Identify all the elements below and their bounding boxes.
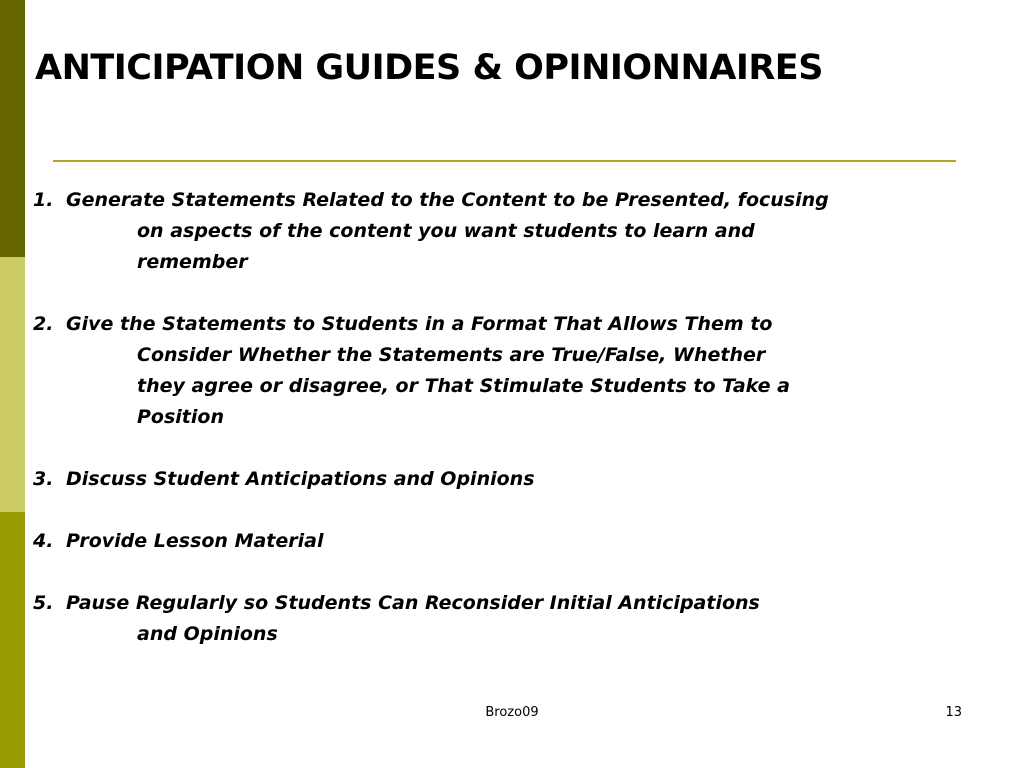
step-text: and Opinions [137,623,278,645]
slide-page-number: 13 [945,705,962,720]
step-text: Pause Regularly so Students Can Reconsider Initial Anticipations [66,592,760,614]
step-item [33,185,933,278]
footer-author: Brozo09 [485,705,539,720]
step-text: Discuss Student Anticipations and Opinions [66,468,535,490]
step-text: remember [137,251,248,273]
slide-title: ANTICIPATION GUIDES & OPINIONNAIRES [35,48,823,88]
step-item [33,464,933,495]
step-number: 5. [33,592,54,614]
accent-bar-middle-segment [0,257,25,512]
title-divider [53,160,956,162]
step-item [33,309,933,433]
step-text: Provide Lesson Material [66,530,324,552]
left-accent-bar [0,0,25,768]
step-number: 2. [33,313,54,335]
step-number: 3. [33,468,54,490]
step-text: Consider Whether the Statements are True/False, Whether [137,344,766,366]
accent-bar-bottom-segment [0,512,25,768]
step-number: 1. [33,189,54,211]
step-text: they agree or disagree, or That Stimulate Students to Take a [137,375,790,397]
accent-bar-top-segment [0,0,25,257]
steps-list [33,185,933,681]
step-number: 4. [33,530,54,552]
step-text: Position [137,406,224,428]
step-item [33,526,933,557]
step-text: Give the Statements to Students in a Format That Allows Them to [66,313,773,335]
step-item [33,588,933,650]
step-text: on aspects of the content you want students to learn and [137,220,755,242]
step-text: Generate Statements Related to the Content to be Presented, focusing [66,189,829,211]
